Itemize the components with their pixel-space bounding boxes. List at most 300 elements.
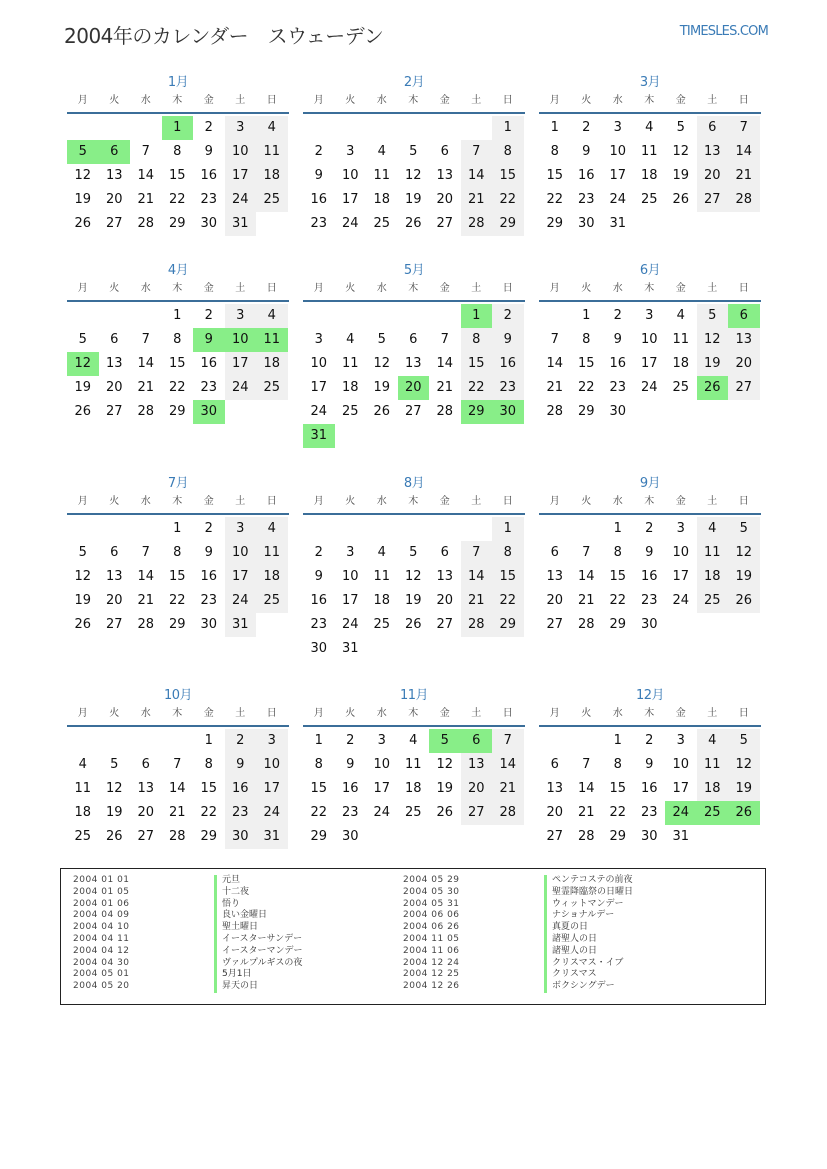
day-cell: 15 xyxy=(168,356,186,371)
month-10 xyxy=(67,687,289,849)
weekday-label: 火 xyxy=(581,496,592,507)
day-cell: 11 xyxy=(74,781,92,796)
day-cell: 26 xyxy=(74,216,92,231)
day-cell: 17 xyxy=(672,569,690,584)
day-cell: 9 xyxy=(225,753,257,777)
day-cell: 29 xyxy=(168,216,186,231)
day-cell: 3 xyxy=(645,308,654,323)
weekday-label: 土 xyxy=(707,95,718,106)
day-cell: 12 xyxy=(728,541,760,565)
day-cell: 23 xyxy=(492,376,524,400)
day-cell: 4 xyxy=(346,332,355,347)
day-cell: 17 xyxy=(341,192,359,207)
day-cell: 5 xyxy=(409,144,418,159)
day-cell: 23 xyxy=(225,801,257,825)
weekday-label: 火 xyxy=(345,496,356,507)
weekday-label: 火 xyxy=(345,708,356,719)
day-cell: 23 xyxy=(310,617,328,632)
day-cell: 18 xyxy=(404,781,422,796)
day-cell: 25 xyxy=(341,404,359,419)
weekday-label: 金 xyxy=(439,95,450,106)
weekday-header xyxy=(539,705,761,727)
day-cell: 28 xyxy=(137,617,155,632)
day-cell: 29 xyxy=(492,212,524,236)
day-cell: 12 xyxy=(67,352,99,376)
weekday-header xyxy=(539,493,761,515)
month-4 xyxy=(67,262,289,424)
weekday-label: 木 xyxy=(408,708,419,719)
day-cell: 12 xyxy=(436,757,454,772)
day-cell: 4 xyxy=(697,729,729,753)
day-cell: 27 xyxy=(436,216,454,231)
day-grid xyxy=(539,517,761,637)
day-cell: 18 xyxy=(697,565,729,589)
day-cell: 2 xyxy=(645,521,654,536)
day-cell: 29 xyxy=(461,400,493,424)
day-cell: 30 xyxy=(577,216,595,231)
day-cell: 14 xyxy=(546,356,564,371)
day-cell: 31 xyxy=(609,216,627,231)
day-cell: 28 xyxy=(436,404,454,419)
weekday-label: 日 xyxy=(266,95,277,106)
month-2 xyxy=(303,74,525,236)
day-cell: 22 xyxy=(461,376,493,400)
day-cell: 26 xyxy=(672,192,690,207)
day-cell: 4 xyxy=(409,733,418,748)
day-cell: 2 xyxy=(582,120,591,135)
day-cell: 2 xyxy=(204,120,213,135)
weekday-label: 金 xyxy=(203,95,214,106)
holiday-date: 2004 01 05 xyxy=(73,886,130,897)
day-cell: 27 xyxy=(404,404,422,419)
brand-link[interactable]: TIMESLES.COM xyxy=(679,24,768,39)
day-cell: 8 xyxy=(314,757,323,772)
day-cell: 19 xyxy=(404,593,422,608)
weekday-label: 月 xyxy=(77,283,88,294)
day-cell: 12 xyxy=(672,144,690,159)
day-cell: 17 xyxy=(672,781,690,796)
day-cell: 20 xyxy=(105,192,123,207)
weekday-header xyxy=(67,493,289,515)
day-cell: 2 xyxy=(613,308,622,323)
day-cell: 6 xyxy=(141,757,150,772)
day-cell: 18 xyxy=(672,356,690,371)
day-cell: 17 xyxy=(341,593,359,608)
day-cell: 23 xyxy=(200,380,218,395)
day-cell: 25 xyxy=(640,192,658,207)
day-cell: 22 xyxy=(168,593,186,608)
month-8 xyxy=(303,475,525,661)
day-cell: 28 xyxy=(137,216,155,231)
empty-cell xyxy=(539,517,571,541)
empty-cell xyxy=(162,729,194,753)
day-cell: 9 xyxy=(582,144,591,159)
day-cell: 12 xyxy=(404,168,422,183)
empty-cell xyxy=(571,729,603,753)
day-cell: 9 xyxy=(645,757,654,772)
empty-cell xyxy=(429,517,461,541)
weekday-label: 火 xyxy=(345,95,356,106)
empty-cell xyxy=(398,116,430,140)
day-cell: 16 xyxy=(341,781,359,796)
day-cell: 21 xyxy=(577,593,595,608)
day-cell: 8 xyxy=(613,545,622,560)
weekday-label: 火 xyxy=(109,95,120,106)
weekday-label: 水 xyxy=(612,283,623,294)
day-grid xyxy=(67,729,289,849)
day-cell: 17 xyxy=(609,168,627,183)
weekday-label: 火 xyxy=(109,496,120,507)
weekday-label: 火 xyxy=(581,283,592,294)
day-cell: 6 xyxy=(697,116,729,140)
weekday-label: 土 xyxy=(471,496,482,507)
day-cell: 24 xyxy=(225,589,257,613)
day-cell: 25 xyxy=(256,589,288,613)
weekday-label: 日 xyxy=(502,283,513,294)
day-cell: 23 xyxy=(200,192,218,207)
day-cell: 20 xyxy=(697,164,729,188)
day-cell: 5 xyxy=(429,729,461,753)
day-cell: 26 xyxy=(404,216,422,231)
holiday-name: ペンテコステの前夜 xyxy=(544,875,632,887)
weekday-label: 水 xyxy=(140,283,151,294)
empty-cell xyxy=(571,517,603,541)
empty-cell xyxy=(335,116,367,140)
day-cell: 2 xyxy=(204,308,213,323)
holiday-name: クリスマス・イブ xyxy=(544,958,623,970)
day-cell: 7 xyxy=(461,541,493,565)
day-cell: 20 xyxy=(105,593,123,608)
weekday-label: 木 xyxy=(408,95,419,106)
weekday-label: 日 xyxy=(266,496,277,507)
weekday-label: 土 xyxy=(707,496,718,507)
empty-cell xyxy=(99,116,131,140)
day-cell: 19 xyxy=(74,593,92,608)
day-cell: 5 xyxy=(409,545,418,560)
day-cell: 27 xyxy=(137,829,155,844)
day-cell: 22 xyxy=(609,805,627,820)
day-cell: 1 xyxy=(162,116,194,140)
weekday-label: 木 xyxy=(644,708,655,719)
day-cell: 1 xyxy=(613,733,622,748)
day-cell: 2 xyxy=(204,521,213,536)
day-cell: 6 xyxy=(409,332,418,347)
day-cell: 3 xyxy=(314,332,323,347)
day-cell: 17 xyxy=(256,777,288,801)
day-cell: 5 xyxy=(697,304,729,328)
day-cell: 15 xyxy=(546,168,564,183)
holiday-date: 2004 04 30 xyxy=(73,957,130,968)
day-cell: 19 xyxy=(436,781,454,796)
day-cell: 21 xyxy=(577,805,595,820)
day-cell: 14 xyxy=(137,569,155,584)
day-cell: 7 xyxy=(582,757,591,772)
day-cell: 15 xyxy=(200,781,218,796)
day-cell: 21 xyxy=(436,380,454,395)
day-cell: 29 xyxy=(609,617,627,632)
day-cell: 7 xyxy=(550,332,559,347)
empty-cell xyxy=(366,304,398,328)
day-cell: 26 xyxy=(728,589,760,613)
day-grid xyxy=(539,116,761,236)
day-cell: 17 xyxy=(373,781,391,796)
day-cell: 21 xyxy=(461,589,493,613)
day-cell: 15 xyxy=(310,781,328,796)
day-cell: 7 xyxy=(141,332,150,347)
day-cell: 27 xyxy=(728,376,760,400)
day-cell: 7 xyxy=(492,729,524,753)
day-cell: 19 xyxy=(728,777,760,801)
empty-cell xyxy=(303,116,335,140)
holiday-name: 聖土曜日 xyxy=(214,922,258,934)
holiday-date: 2004 04 11 xyxy=(73,933,130,944)
day-cell: 26 xyxy=(74,617,92,632)
day-cell: 23 xyxy=(200,593,218,608)
empty-cell xyxy=(366,116,398,140)
weekday-label: 木 xyxy=(172,708,183,719)
weekday-label: 月 xyxy=(549,283,560,294)
holiday-name: 悟り xyxy=(214,899,240,911)
day-cell: 9 xyxy=(204,144,213,159)
day-cell: 28 xyxy=(137,404,155,419)
day-cell: 16 xyxy=(640,781,658,796)
day-cell: 8 xyxy=(492,541,524,565)
weekday-label: 土 xyxy=(707,708,718,719)
month-5 xyxy=(303,262,525,448)
weekday-label: 木 xyxy=(408,283,419,294)
holiday-name: ボクシングデー xyxy=(544,981,615,993)
day-cell: 24 xyxy=(310,404,328,419)
day-cell: 5 xyxy=(728,517,760,541)
weekday-label: 土 xyxy=(235,95,246,106)
day-cell: 27 xyxy=(436,617,454,632)
day-cell: 28 xyxy=(168,829,186,844)
day-cell: 10 xyxy=(225,328,257,352)
empty-cell xyxy=(335,517,367,541)
weekday-label: 木 xyxy=(172,95,183,106)
weekday-label: 月 xyxy=(313,95,324,106)
day-cell: 14 xyxy=(137,356,155,371)
weekday-label: 月 xyxy=(313,496,324,507)
month-1 xyxy=(67,74,289,236)
day-cell: 28 xyxy=(728,188,760,212)
holiday-date: 2004 12 24 xyxy=(403,957,460,968)
empty-cell xyxy=(539,304,571,328)
day-cell: 16 xyxy=(640,569,658,584)
month-9 xyxy=(539,475,761,637)
day-cell: 25 xyxy=(672,380,690,395)
day-cell: 6 xyxy=(550,757,559,772)
holiday-name: 聖霊降臨祭の日曜日 xyxy=(544,887,633,899)
holiday-date: 2004 01 01 xyxy=(73,875,130,885)
day-cell: 22 xyxy=(200,805,218,820)
day-cell: 8 xyxy=(550,144,559,159)
holiday-name: ウィットマンデー xyxy=(544,899,623,911)
page-title: 2004年のカレンダー スウェーデン xyxy=(64,24,384,48)
day-cell: 4 xyxy=(377,144,386,159)
day-cell: 30 xyxy=(640,829,658,844)
weekday-header xyxy=(67,705,289,727)
day-cell: 4 xyxy=(676,308,685,323)
day-cell: 22 xyxy=(310,805,328,820)
weekday-label: 金 xyxy=(203,283,214,294)
weekday-label: 日 xyxy=(738,708,749,719)
weekday-header xyxy=(303,92,525,114)
empty-cell xyxy=(398,304,430,328)
day-cell: 6 xyxy=(461,729,493,753)
day-cell: 10 xyxy=(672,545,690,560)
day-cell: 30 xyxy=(341,829,359,844)
empty-cell xyxy=(429,116,461,140)
day-cell: 18 xyxy=(256,352,288,376)
day-cell: 19 xyxy=(105,805,123,820)
empty-cell xyxy=(366,517,398,541)
month-6 xyxy=(539,262,761,424)
day-cell: 27 xyxy=(546,617,564,632)
holiday-date: 2004 06 26 xyxy=(403,922,460,933)
weekday-label: 月 xyxy=(77,95,88,106)
day-cell: 12 xyxy=(697,328,729,352)
day-cell: 30 xyxy=(200,216,218,231)
weekday-label: 土 xyxy=(471,283,482,294)
month-3 xyxy=(539,74,761,236)
day-cell: 4 xyxy=(377,545,386,560)
weekday-label: 水 xyxy=(140,95,151,106)
day-cell: 13 xyxy=(461,753,493,777)
day-cell: 12 xyxy=(74,168,92,183)
weekday-label: 日 xyxy=(738,95,749,106)
day-cell: 18 xyxy=(256,164,288,188)
day-cell: 5 xyxy=(676,120,685,135)
day-cell: 8 xyxy=(204,757,213,772)
day-cell: 21 xyxy=(461,188,493,212)
weekday-label: 月 xyxy=(549,95,560,106)
day-cell: 1 xyxy=(613,521,622,536)
day-cell: 2 xyxy=(314,144,323,159)
weekday-label: 火 xyxy=(581,708,592,719)
day-grid xyxy=(303,304,525,448)
day-cell: 16 xyxy=(577,168,595,183)
day-cell: 5 xyxy=(78,545,87,560)
day-cell: 26 xyxy=(728,801,760,825)
day-cell: 25 xyxy=(404,805,422,820)
weekday-label: 木 xyxy=(172,283,183,294)
day-cell: 13 xyxy=(105,168,123,183)
weekday-label: 水 xyxy=(140,496,151,507)
day-cell: 26 xyxy=(436,805,454,820)
day-cell: 10 xyxy=(640,332,658,347)
day-cell: 9 xyxy=(314,569,323,584)
empty-cell xyxy=(303,304,335,328)
holiday-name: ナショナルデー xyxy=(544,910,614,922)
holiday-name: 十二夜 xyxy=(214,887,249,899)
day-cell: 22 xyxy=(492,589,524,613)
day-cell: 19 xyxy=(672,168,690,183)
day-cell: 27 xyxy=(461,801,493,825)
day-cell: 15 xyxy=(577,356,595,371)
day-cell: 29 xyxy=(310,829,328,844)
weekday-label: 金 xyxy=(439,283,450,294)
day-cell: 13 xyxy=(436,569,454,584)
day-cell: 16 xyxy=(310,192,328,207)
day-cell: 2 xyxy=(346,733,355,748)
day-cell: 11 xyxy=(256,541,288,565)
day-cell: 23 xyxy=(640,805,658,820)
day-cell: 3 xyxy=(225,517,257,541)
day-cell: 22 xyxy=(609,593,627,608)
day-cell: 28 xyxy=(492,801,524,825)
day-cell: 2 xyxy=(492,304,524,328)
month-name: 6月 xyxy=(639,263,661,278)
holiday-name: 5月1日 xyxy=(214,969,251,981)
day-cell: 12 xyxy=(74,569,92,584)
day-cell: 7 xyxy=(461,140,493,164)
empty-cell xyxy=(539,729,571,753)
weekday-label: 木 xyxy=(644,283,655,294)
day-cell: 9 xyxy=(193,328,225,352)
day-cell: 22 xyxy=(492,188,524,212)
day-cell: 22 xyxy=(168,192,186,207)
holiday-name: 良い金曜日 xyxy=(214,910,267,922)
day-cell: 14 xyxy=(461,164,493,188)
day-cell: 13 xyxy=(546,781,564,796)
weekday-label: 月 xyxy=(549,708,560,719)
empty-cell xyxy=(99,304,131,328)
day-grid xyxy=(303,729,525,849)
day-cell: 6 xyxy=(728,304,760,328)
day-grid xyxy=(539,304,761,424)
day-cell: 11 xyxy=(373,569,391,584)
day-cell: 8 xyxy=(582,332,591,347)
holiday-name: ヴァルプルギスの夜 xyxy=(214,958,302,970)
holiday-date: 2004 04 10 xyxy=(73,922,130,933)
day-cell: 21 xyxy=(137,593,155,608)
day-cell: 15 xyxy=(461,352,493,376)
day-cell: 31 xyxy=(303,424,335,448)
day-cell: 24 xyxy=(225,188,257,212)
day-cell: 3 xyxy=(225,304,257,328)
day-cell: 17 xyxy=(640,356,658,371)
holiday-name: クリスマス xyxy=(544,969,597,981)
day-cell: 27 xyxy=(546,829,564,844)
day-cell: 21 xyxy=(137,380,155,395)
month-11 xyxy=(303,687,525,849)
day-cell: 20 xyxy=(461,777,493,801)
weekday-label: 月 xyxy=(549,496,560,507)
day-cell: 1 xyxy=(492,116,524,140)
weekday-label: 月 xyxy=(77,708,88,719)
day-cell: 29 xyxy=(200,829,218,844)
day-cell: 1 xyxy=(492,517,524,541)
holiday-date: 2004 12 26 xyxy=(403,981,460,992)
day-cell: 4 xyxy=(256,517,288,541)
holiday-name: イースターマンデー xyxy=(214,946,303,958)
day-cell: 24 xyxy=(341,617,359,632)
day-cell: 5 xyxy=(67,140,99,164)
day-cell: 19 xyxy=(404,192,422,207)
weekday-label: 月 xyxy=(313,283,324,294)
month-name: 2月 xyxy=(403,75,425,90)
day-cell: 20 xyxy=(728,352,760,376)
empty-cell xyxy=(99,517,131,541)
day-cell: 16 xyxy=(200,569,218,584)
day-cell: 8 xyxy=(173,545,182,560)
day-cell: 4 xyxy=(645,120,654,135)
day-grid xyxy=(303,116,525,236)
day-cell: 11 xyxy=(256,140,288,164)
weekday-label: 木 xyxy=(172,496,183,507)
weekday-header xyxy=(67,280,289,302)
